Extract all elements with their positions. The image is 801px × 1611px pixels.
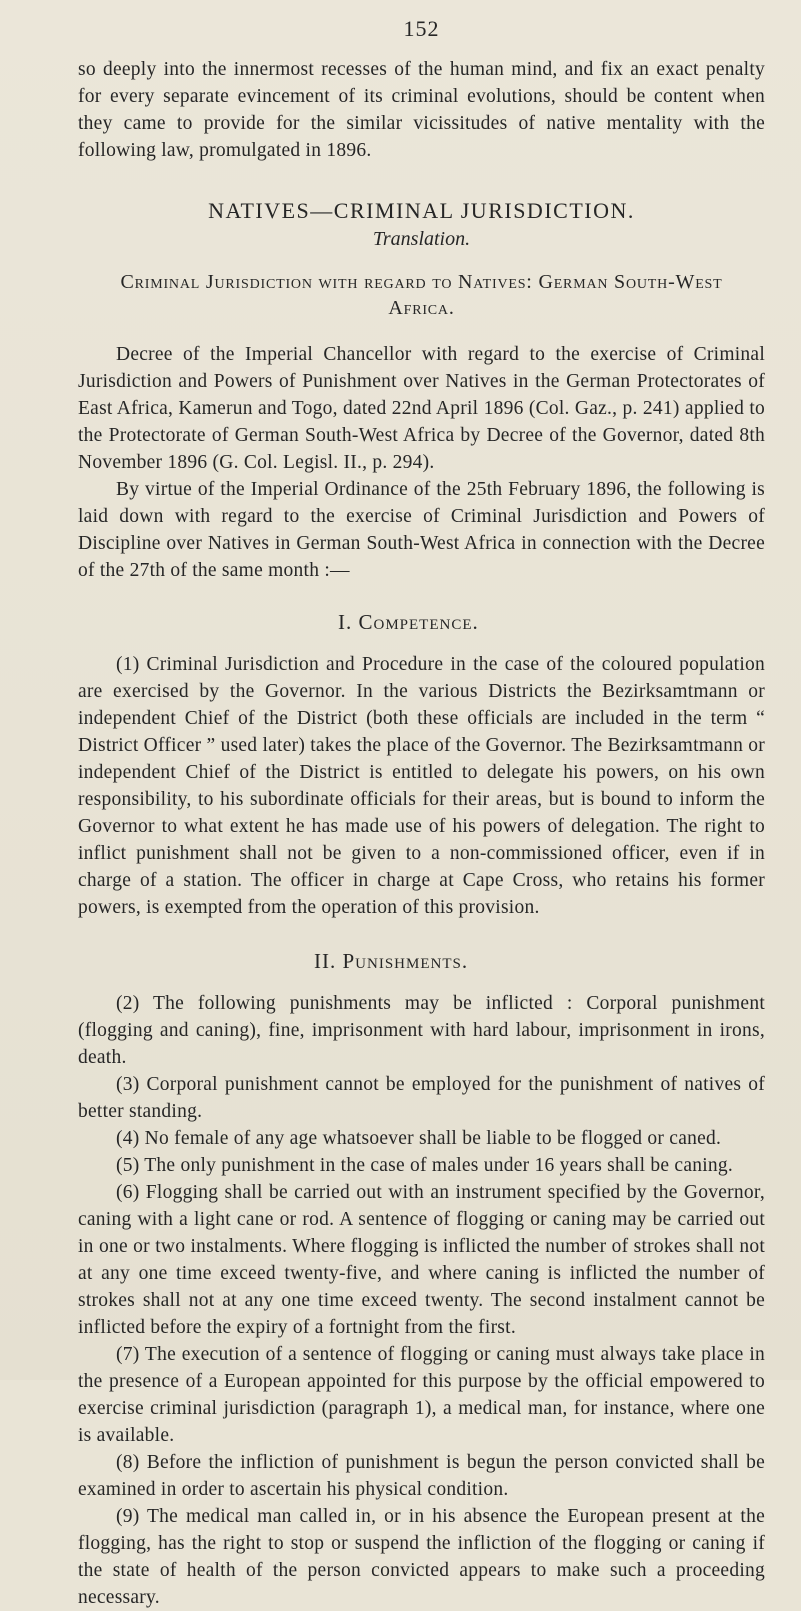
title-heading: Criminal Jurisdiction with regard to Natives: German South-West Africa. <box>120 271 723 319</box>
paragraph-4: (4) No female of any age whatsoever shall be liable to be flogged or caned. <box>116 1128 722 1149</box>
page-number: 152 <box>403 16 440 41</box>
paragraph-8: (8) Before the infliction of punishment is begun the person convicted shall be examined in order to ascertain his physical condition. <box>78 1452 765 1500</box>
translation-subheading: Translation. <box>372 228 471 250</box>
ordinance-paragraph: By virtue of the Imperial Ordinance of the 25th February 1896, the following is laid down with regard to the exercise of Criminal Jurisdiction and Powers of Discipline over Natives in German South-West Africa in connection with the Decree of the 27th of the same month :— <box>78 479 765 581</box>
paragraph-1: (1) Criminal Jurisdiction and Procedure in the case of the coloured population are exercised by the Governor. In the various Districts the Bezirksamtmann or independent Chief of the District (both these officials are included in the term “ District Officer ” used later) takes the place of the Governor. The Bezirksamtmann or independent Chief of the District is entitled to delegate his powers, on his own responsibility, to his subordinate officials for their areas, but is bound to inform the Governor to what extent he has made use of his powers of delegation. The right to inflict punishment shall not be given to a non-commissioned officer, even if in charge of a station. The officer in charge at Cape Cross, who retains his former powers, is exempted from the operation of this provision. <box>78 654 765 918</box>
section-heading-competence: I. Competence. <box>338 610 479 634</box>
paragraph-2: (2) The following punishments may be inflicted : Corporal punishment (flogging and caning), fine, imprisonment with hard labour, imprisonment in irons, death. <box>78 993 765 1068</box>
paragraph-3: (3) Corporal punishment cannot be employed for the punishment of natives of better standing. <box>78 1074 765 1122</box>
paragraph-9: (9) The medical man called in, or in his absence the European present at the flogging, has the right to stop or suspend the infliction of the flogging or caning if the state of health of the person convicted appears to make such a proceeding necessary. <box>78 1506 765 1608</box>
intro-paragraph: so deeply into the innermost recesses of the human mind, and fix an exact penalty for every separate evincement of its criminal evolutions, should be content when they came to provide for the similar vicissitudes of native mentality with the following law, promulgated in 1896. <box>78 59 765 161</box>
decree-paragraph: Decree of the Imperial Chancellor with regard to the exercise of Criminal Jurisdiction and Powers of Punishment over Natives in the German Protectorates of East Africa, Kamerun and Togo, dated 22nd April 1896 (Col. Gaz., p. 241) applied to the Protectorate of German South-West Africa by Decree of the Governor, dated 8th November 1896 (G. Col. Legisl. II., p. 294). <box>78 344 765 473</box>
paragraph-5: (5) The only punishment in the case of males under 16 years shall be caning. <box>116 1155 734 1176</box>
section-heading-punishments: II. Punishments. <box>314 949 469 973</box>
paragraph-6: (6) Flogging shall be carried out with an instrument specified by the Governor, caning with a light cane or rod. A sentence of flogging or caning may be carried out in one or two instalments. Where flogging is inflicted the number of strokes shall not at any one time exceed twenty-five, and where caning is inflicted the number of strokes shall not at any one time exceed twenty. The second instalment cannot be inflicted before the expiry of a fortnight from the first. <box>78 1182 765 1338</box>
main-heading: NATIVES—CRIMINAL JURISDICTION. <box>208 198 635 223</box>
paragraph-7: (7) The execution of a sentence of flogging or caning must always take place in the presence of a European appointed for this purpose by the official empowered to exercise criminal jurisdiction (paragraph 1), a medical man, for instance, where one is available. <box>78 1344 765 1446</box>
